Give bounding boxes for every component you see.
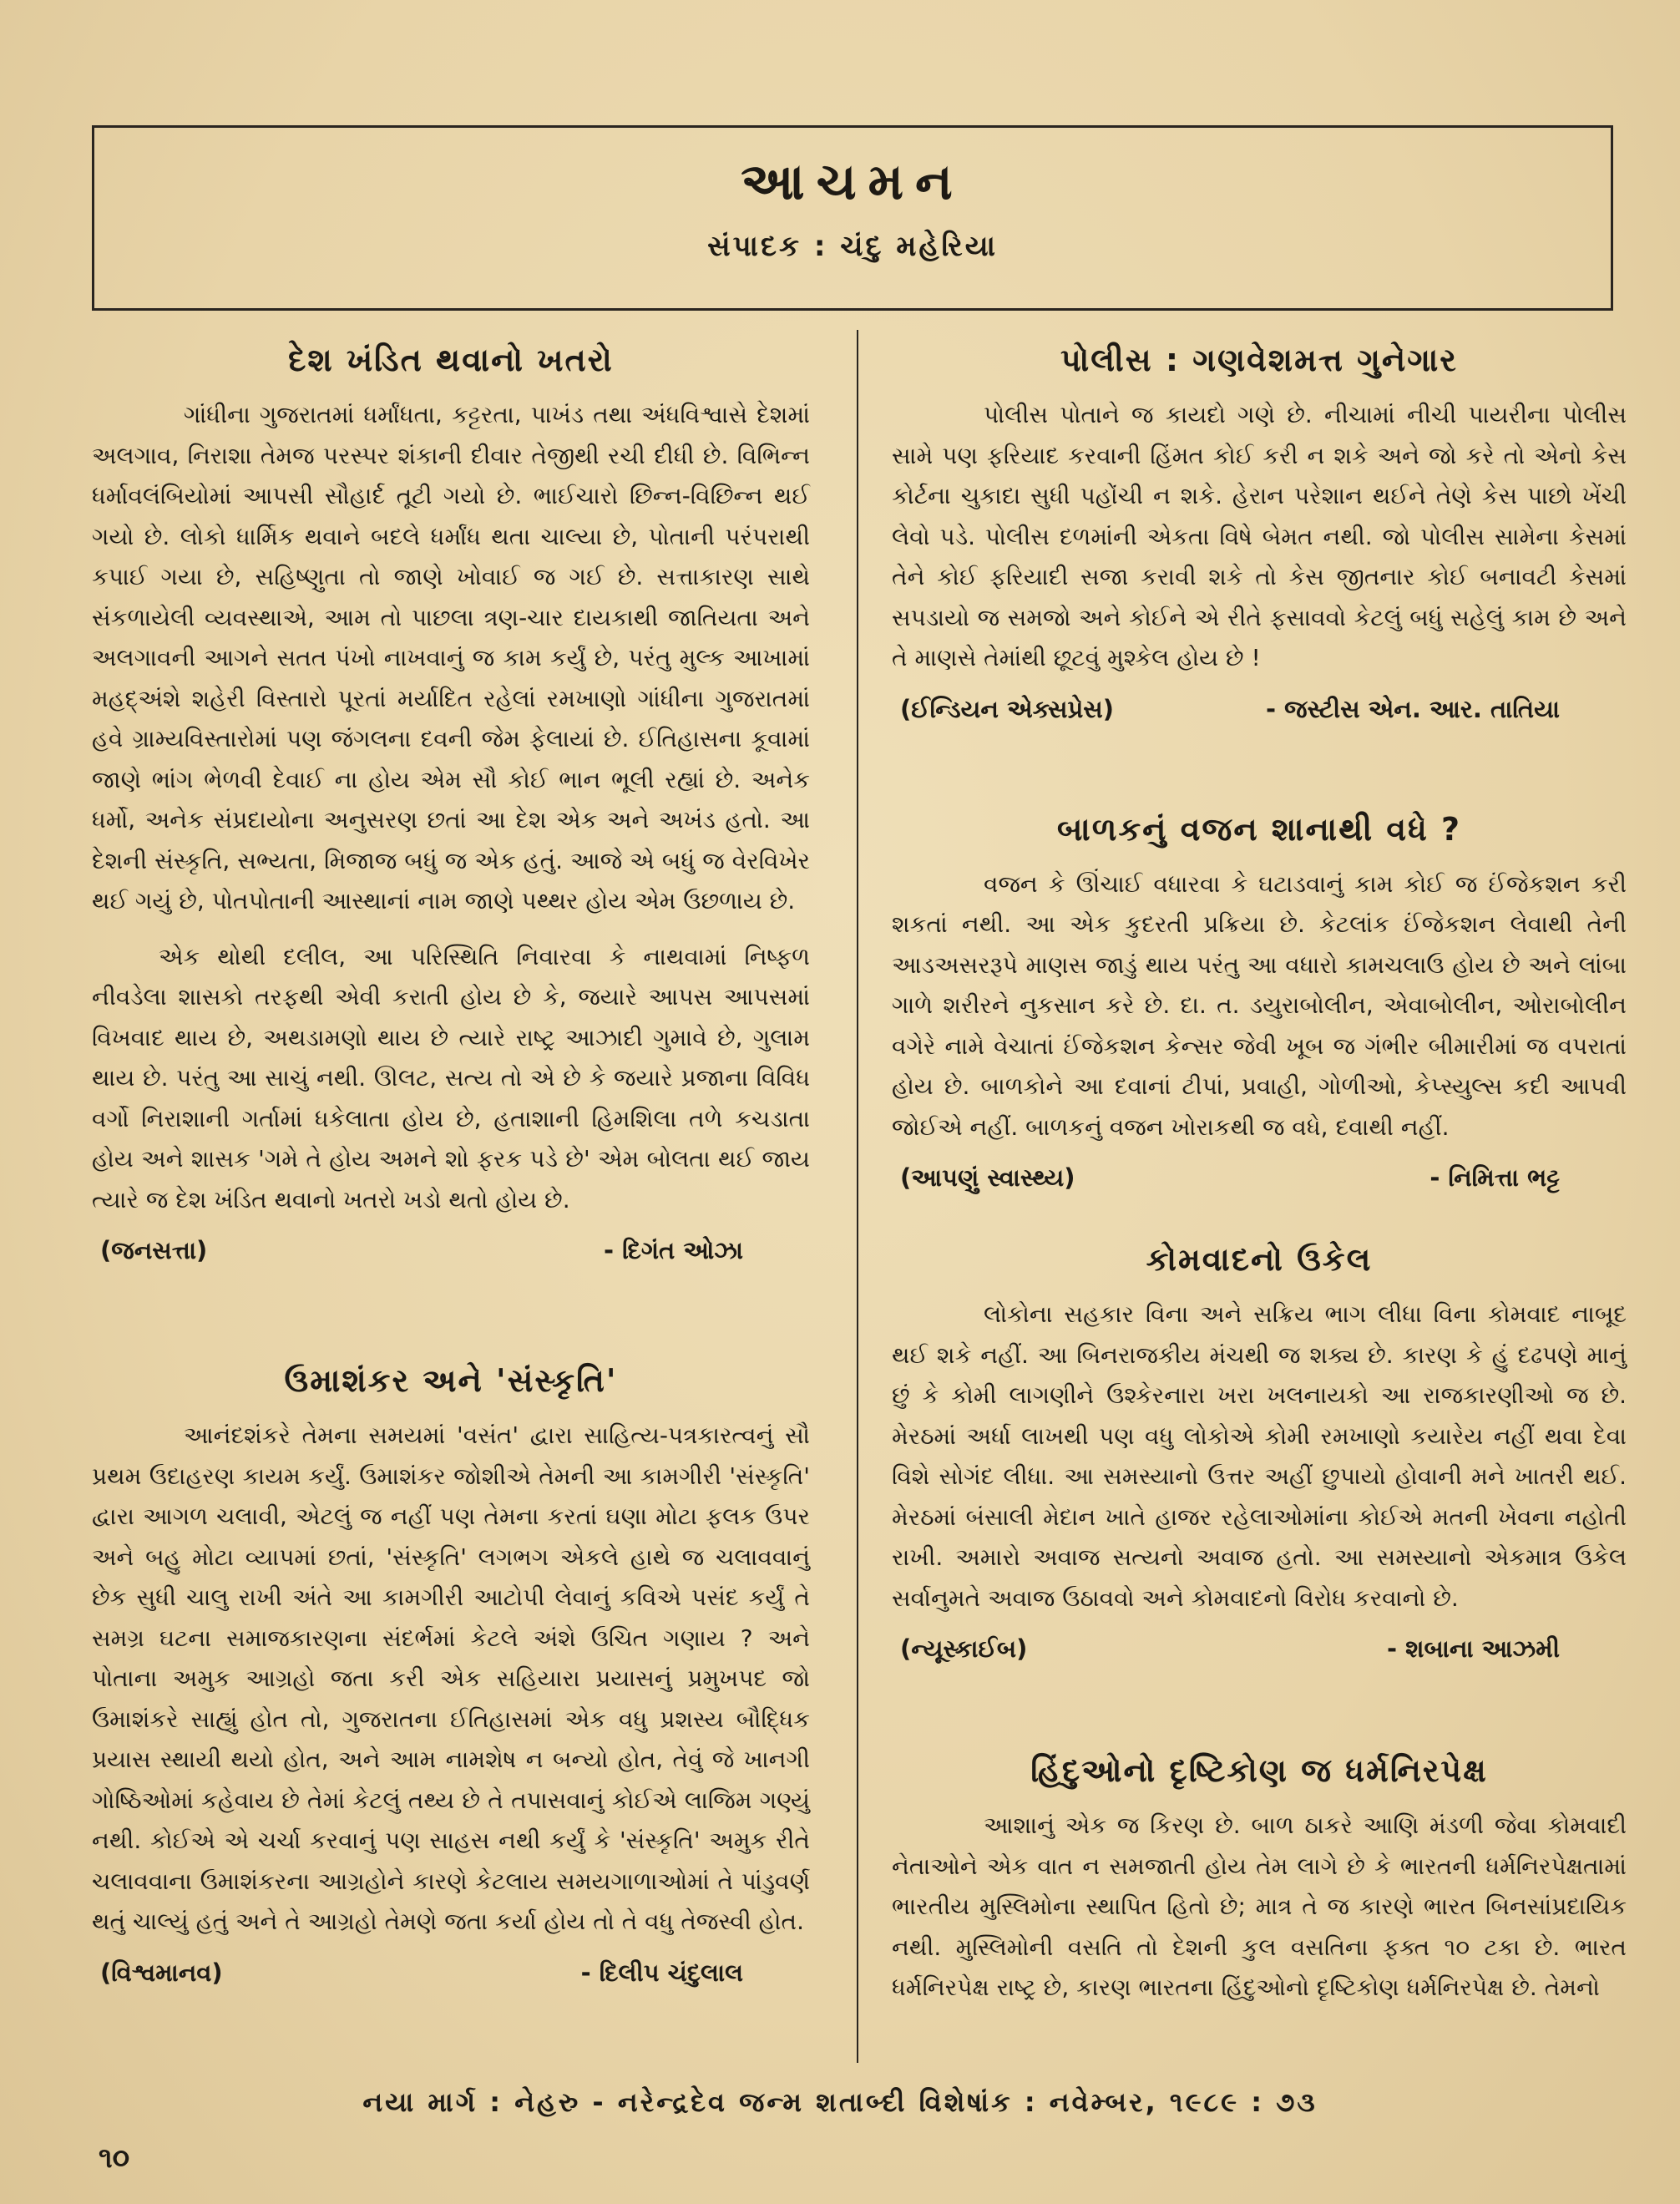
article-source: (ઈન્ડિયન એક્સપ્રેસ) xyxy=(900,694,1115,723)
article-title: દેશ ખંડિત થવાનો ખતરો xyxy=(288,342,614,378)
article-author: - દિગંત ઓઝા xyxy=(603,1236,743,1264)
spacer xyxy=(892,749,1627,799)
article-credit xyxy=(92,1232,810,1269)
article-author: - દિલીપ ચંદુલાલ xyxy=(580,1958,743,1987)
article-paragraph: વજન કે ઊંચાઈ વધારવા કે ઘટાડવાનું કામ કોઈ જ ઈંજેકશન કરી શકતાં નથી. આ એક કુદરતી પ્રક્રિયા છે. કેટલાંક ઈંજેકશન લેવાથી તેની આડઅસરરૂપે માણસ જાડું થાય પરંતુ આ વધારો કામચલાઉ હોય છે અને લાંબા ગાળે શરીરને નુકસાન કરે છે. દા. ત. ડયુરાબોલીન, એવાબોલીન, ઓરાબોલીન વગેરે નામે વેચાતાં ઈંજેકશન કેન્સર જેવી ખૂબ જ ગંભીર બીમારીમાં જ વપરાતાં હોય છે. બાળકોને આ દવાનાં ટીપાં, પ્રવાહી, ગોળીઓ, કેપ્સ્યુલ્સ કદી આપવી જોઈએ નહીં. બાળકનું વજન ખોરાકથી જ વધે, દવાથી નહીં. xyxy=(892,869,1627,1141)
article-author: - જસ્ટીસ એન. આર. તાતિયા xyxy=(1266,694,1560,723)
article-source: (ન્યૂસ્કાઈબ) xyxy=(900,1634,1028,1663)
article-paragraph: લોકોના સહકાર વિના અને સક્રિય ભાગ લીધા વિના કોમવાદ નાબૂદ થઈ શકે નહીં. આ બિનરાજકીય મંચથી જ શક્ય છે. કારણ કે હું દઢપણે માનું છું કે કોમી લાગણીને ઉશ્કેરનારા ખરા ખલનાયકો આ રાજકારણીઓ જ છે. મેરઠમાં અર્ધા લાખથી પણ વધુ લોકોએ કોમી રમખાણો કયારેય નહીં થવા દેવા વિશે સોગંદ લીધા. આ સમસ્યાનો ઉત્તર અહીં છુપાયો હોવાની મને ખાતરી થઈ. મેરઠમાં બંસાલી મેદાન ખાતે હાજર રહેલાઓમાંના કોઈએ મતની ખેવના નહોતી રાખી. અમારો અવાજ સત્યનો અવાજ હતો. આ સમસ્યાનો એકમાત્ર ઉકેલ સર્વાનુમતે અવાજ ઉઠાવવો અને કોમવાદનો વિરોધ કરવાનો છે. xyxy=(892,1300,1627,1612)
article-title: કોમવાદનો ઉકેલ xyxy=(1146,1241,1373,1278)
page-number: ૧૦ xyxy=(99,2141,130,2175)
article-paragraph: એક થોથી દલીલ, આ પરિસ્થિતિ નિવારવા કે નાથવામાં નિષ્ફળ નીવડેલા શાસકો તરફથી એવી કરાતી હોય છે કે, જયારે આપસ આપસમાં વિખવાદ થાય છે, અથડામણો થાય છે ત્યારે રાષ્ટ્ર આઝાદી ગુમાવે છે, ગુલામ થાય છે. પરંતુ આ સાચું નથી. ઊલટ, સત્ય તો એ છે કે જયારે પ્રજાના વિવિધ વર્ગો નિરાશાની ગર્તામાં ધકેલાતા હોય છે, હતાશાની હિમશિલા તળે કચડાતા હોય અને શાસક 'ગમે તે હોય અમને શો ફરક પડે છે' એમ બોલતા થઈ જાય ત્યારે જ દેશ ખંડિત થવાનો ખતરો ખડો થતો હોય છે. xyxy=(92,942,810,1213)
section-editor: સંપાદક : ચંદુ મહેરિયા xyxy=(707,230,998,263)
section-header xyxy=(92,125,1613,311)
article-author: - નિમિત્તા ભટ્ટ xyxy=(1430,1163,1560,1192)
article-paragraph: ગાંધીના ગુજરાતમાં ધર્માંધતા, કટ્ટરતા, પાખંડ તથા અંધવિશ્વાસે દેશમાં અલગાવ, નિરાશા તેમજ પરસ્પર શંકાની દીવાર તેજીથી રચી દીધી છે. વિભિન્ન ધર્માવલંબિયોમાં આપસી સૌહાર્દ તૂટી ગયો છે. ભાઈચારો છિન્ન-વિછિન્ન થઈ ગયો છે. લોકો ધાર્મિક થવાને બદલે ધર્માંધ થતા ચાલ્યા છે, પોતાની પરંપરાથી કપાઈ ગયા છે, સહિષ્ણુતા તો જાણે ખોવાઈ જ ગઈ છે. સત્તાકારણ સાથે સંકળાયેલી વ્યવસ્થાએ, આમ તો પાછલા ત્રણ-ચાર દાયકાથી જાતિયતા અને અલગાવની આગને સતત પંખો નાખવાનું જ કામ કર્યું છે, પરંતુ મુલ્ક આખામાં મહદ્અંશે શહેરી વિસ્તારો પૂરતાં મર્યાદિત રહેલાં રમખાણો ગાંધીના ગુજરાતમાં હવે ગ્રામ્યવિસ્તારોમાં પણ જંગલના દવની જેમ ફેલાયાં છે. ઈતિહાસના કૂવામાં જાણે ભાંગ ભેળવી દેવાઈ ના હોય એમ સૌ કોઈ ભાન ભૂલી રહ્યાં છે. અનેક ધર્મો, અનેક સંપ્રદાયોના અનુસરણ છતાં આ દેશ એક અને અખંડ હતો. આ દેશની સંસ્કૃતિ, સભ્યતા, મિજાજ બધું જ એક હતું. આજે એ બધું જ વેરવિખેર થઈ ગયું છે, પોતપોતાની આસ્થાનાં નામ જાણે પથ્થર હોય એમ ઉછળાય છે. xyxy=(92,401,810,915)
article-komvad-ukel xyxy=(892,1238,1627,1667)
article-source: (જનસત્તા) xyxy=(100,1236,208,1264)
article-balak-vajan xyxy=(892,808,1627,1197)
article-paragraph: પોલીસ પોતાને જ કાયદો ગણે છે. નીચામાં નીચી પાયરીના પોલીસ સામે પણ ફરિયાદ કરવાની હિંમત કોઈ કરી ન શકે અને જો કરે તો એનો કેસ કોર્ટના ચુકાદા સુધી પહોંચી ન શકે. હેરાન પરેશાન થઈને તેણે કેસ પાછો ખેંચી લેવો પડે. પોલીસ દળમાંની એકતા વિષે બેમત નથી. જો પોલીસ સામેના કેસમાં તેને કોઈ ફરિયાદી સજા કરાવી શકે તો કેસ જીતનાર કોઈ બનાવટી કેસમાં સપડાયો જ સમજો અને કોઈને એ રીતે ફસાવવો કેટલું બધું સહેલું કામ છે અને તે માણસે તેમાંથી છૂટવું મુશ્કેલ હોય છે ! xyxy=(892,401,1627,671)
article-credit xyxy=(892,1630,1627,1667)
article-title: પોલીસ : ગણવેશમત્ત ગુનેગાર xyxy=(1060,342,1458,378)
section-title: આચમન xyxy=(741,153,964,211)
article-paragraph: આનંદશંકરે તેમના સમયમાં 'વસંત' દ્વારા સાહિત્ય-પત્રકારત્વનું સૌ પ્રથમ ઉદાહરણ કાયમ કર્યું. ઉમાશંકર જોશીએ તેમની આ કામગીરી 'સંસ્કૃતિ' દ્વારા આગળ ચલાવી, એટલું જ નહીં પણ તેમના કરતાં ઘણા મોટા ફલક ઉપર અને બહુ મોટા વ્યાપમાં છતાં, 'સંસ્કૃતિ' લગભગ એકલે હાથે જ ચલાવવાનું છેક સુધી ચાલુ રાખી અંતે આ કામગીરી આટોપી લેવાનું કવિએ પસંદ કર્યું તે સમગ્ર ઘટના સમાજકારણના સંદર્ભમાં કેટલે અંશે ઉચિત ગણાય ? અને પોતાના અમુક આગ્રહો જતા કરી એક સહિયારા પ્રયાસનું પ્રમુખપદ જો ઉમાશંકરે સાહ્યું હોત તો, ગુજરાતના ઈતિહાસમાં એક વધુ પ્રશસ્ય બૌદ્ધિક પ્રયાસ સ્થાયી થયો હોત, અને આમ નામશેષ ન બન્યો હોત, તેવું જે ખાનગી ગોષ્ઠિઓમાં કહેવાય છે તેમાં કેટલું તથ્ય છે તે તપાસવાનું કોઈએ લાજિમ ગણ્યું નથી. કોઈએ એ ચર્ચા કરવાનું પણ સાહસ નથી કર્યું કે 'સંસ્કૃતિ' અમુક રીતે ચલાવવાના ઉમાશંકરના આગ્રહોને કારણે કેટલાય સમયગાળાઓમાં તે પાંડુવર્ણ થતું ચાલ્યું હતું અને તે આગ્રહો તેમણે જતા કર્યા હોય તો તે વધુ તેજસ્વી હોત. xyxy=(92,1421,810,1935)
article-credit xyxy=(892,1159,1627,1196)
column-divider xyxy=(857,330,858,2063)
left-column xyxy=(92,330,810,2013)
article-source: (આપણું સ્વાસ્થ્ય) xyxy=(900,1163,1075,1192)
article-title: બાળકનું વજન શાનાથી વધે ? xyxy=(1056,810,1462,848)
page-footer: નયા માર્ગ : નેહરુ - નરેન્દ્રદેવ જન્મ શતાબ્દી વિશેષાંક : નવેમ્બર, ૧૯૮૯ : ૭૩ xyxy=(362,2086,1318,2118)
spacer xyxy=(92,1290,810,1350)
article-title: ઉમાશંકર અને 'સંસ્કૃતિ' xyxy=(284,1362,618,1399)
article-title: હિંદુઓનો દૃષ્ટિકોણ જ ધર્મનિરપેક્ષ xyxy=(1030,1752,1488,1789)
article-desh-khandit xyxy=(92,338,810,1269)
right-column xyxy=(892,330,1627,2030)
article-hinduo-drishtikon xyxy=(892,1749,1627,2009)
spacer xyxy=(892,1218,1627,1229)
article-umashankar xyxy=(92,1359,810,1991)
spacer xyxy=(892,1689,1627,1740)
article-credit xyxy=(892,691,1627,727)
article-credit xyxy=(92,1954,810,1991)
article-source: (વિશ્વમાનવ) xyxy=(100,1958,223,1987)
article-paragraph: આશાનું એક જ કિરણ છે. બાળ ઠાકરે આણિ મંડળી જેવા કોમવાદી નેતાઓને એક વાત ન સમજાતી હોય તેમ લાગે છે કે ભારતની ધર્મનિરપેક્ષતામાં ભારતીય મુસ્લિમોના સ્થાપિત હિતો છે; માત્ર તે જ કારણે ભારત બિનસાંપ્રદાયિક નથી. મુસ્લિમોની વસતિ તો દેશની કુલ વસતિના ફક્ત ૧૦ ટકા છે. ભારત ધર્મનિરપેક્ષ રાષ્ટ્ર છે, કારણ ભારતના હિંદુઓનો દૃષ્ટિકોણ ધર્મનિરપેક્ષ છે. તેમનો xyxy=(892,1811,1627,2001)
article-police xyxy=(892,338,1627,727)
article-author: - શબાના આઝમી xyxy=(1386,1634,1560,1663)
